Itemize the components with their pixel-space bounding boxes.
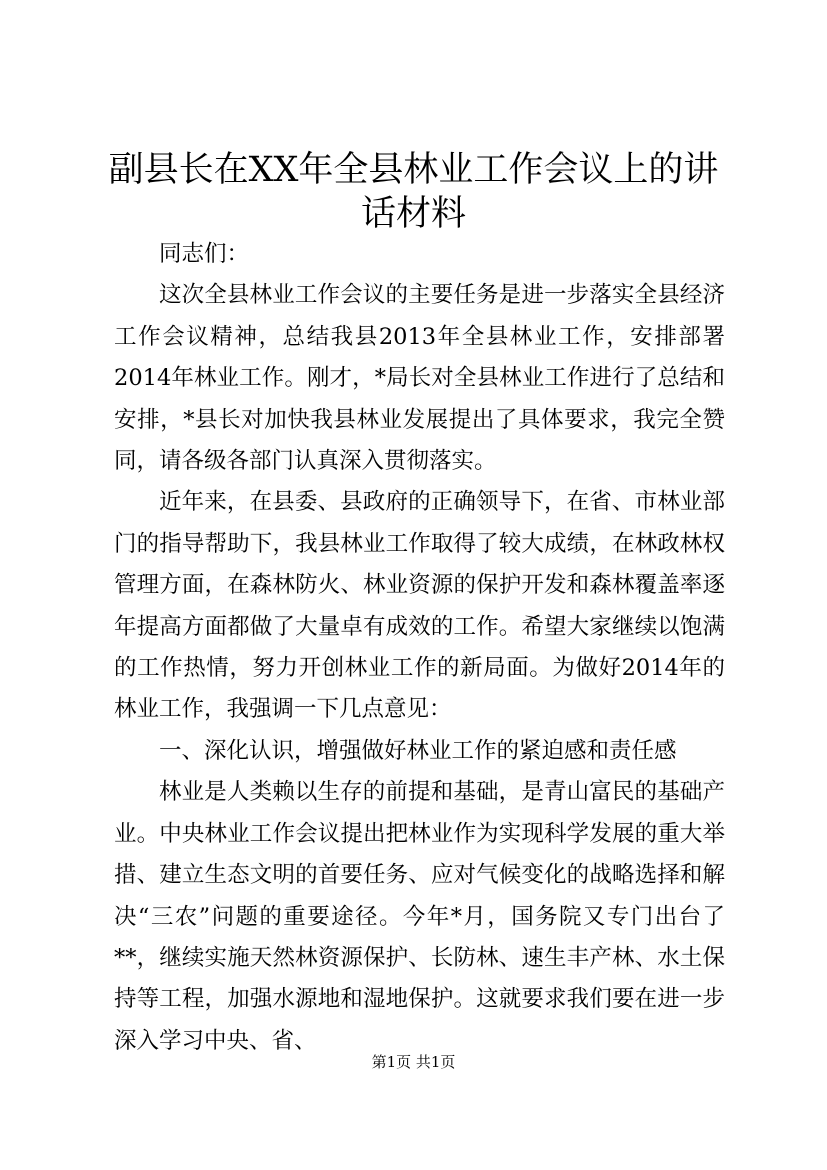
paragraph-achievements: 近年来，在县委、县政府的正确领导下，在省、市林业部门的指导帮助下，我县林业工作取得了较大成绩，在林政林权管理方面，在森林防火、林业资源的保护开发和森林覆盖率逐年提高方面都做了大量卓有成效的工作。希望大家继续以饱满的工作热情，努力开创林业工作的新局面。为做好2014年的林业工作，我强调一下几点意见： [114, 489, 725, 723]
document-title: 副县长在XX年全县林业工作会议上的讲话材料 [108, 150, 719, 234]
section-heading-one: 一、深化认识，增强做好林业工作的紧迫感和责任感 [159, 737, 677, 764]
page-footer: 第1页 共1页 [371, 1053, 456, 1071]
paragraph-meeting-purpose: 这次全县林业工作会议的主要任务是进一步落实全县经济工作会议精神，总结我县2013年全县林业工作，安排部署2014年林业工作。刚才，*局长对全县林业工作进行了总结和安排，*县长对加快我县林业发展提出了具体要求，我完全赞同，请各级各部门认真深入贯彻落实。 [114, 282, 725, 475]
document-body [114, 234, 725, 1062]
paragraph-forestry-importance: 林业是人类赖以生存的前提和基础，是青山富民的基础产业。中央林业工作会议提出把林业作为实现科学发展的重大举措、建立生态文明的首要任务、应对气候变化的战略选择和解决“三农”问题的重要途径。今年*月，国务院又专门出台了**，继续实施天然林资源保护、长防林、速生丰产林、水土保持等工程，加强水源地和湿地保护。这就要求我们要在进一步深入学习中央、省、 [114, 779, 725, 1054]
paragraph-greeting: 同志们： [159, 241, 250, 267]
